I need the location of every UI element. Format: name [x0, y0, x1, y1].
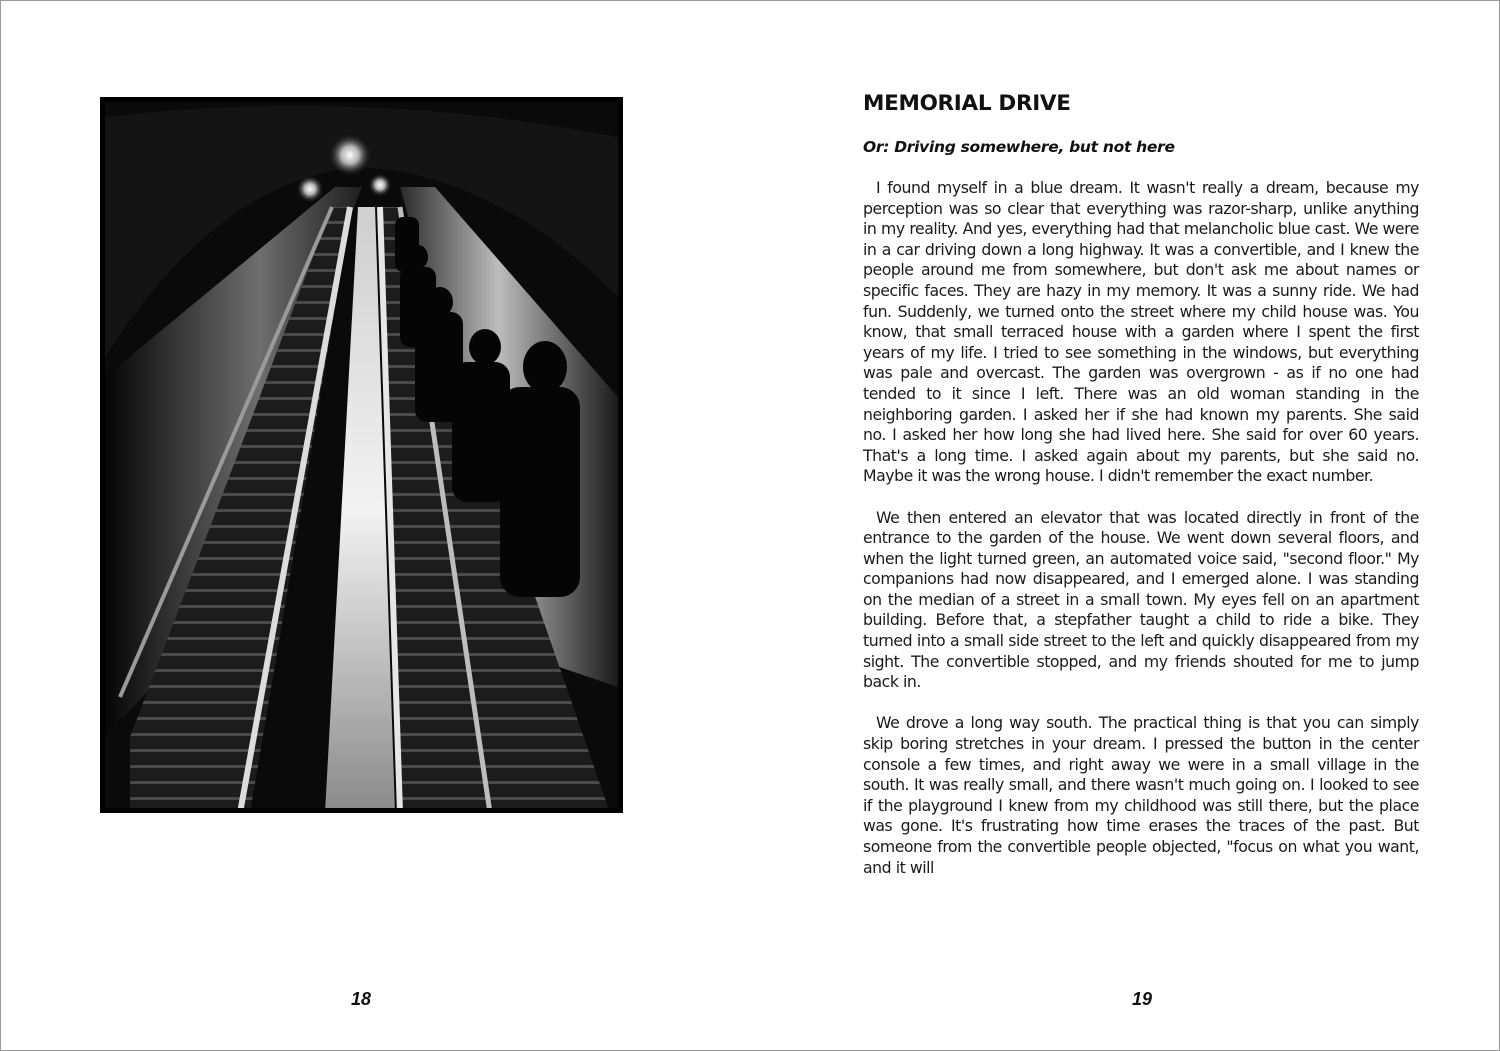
paragraph: We drove a long way south. The practical thing is that you can simply skip boring stretches in your dream. I pressed the button in the center console a few times, and right away we were in a small village in the south. It was really small, and there wasn't much going on. I looked to see if the playground I knew from my childhood was still there, but the place was gone. It's frustrating how time erases the traces of the past. But someone from the convertible people objected, "focus on what you want, and it will	[863, 713, 1419, 877]
body-text	[863, 178, 1419, 878]
page-number-right: 19	[1131, 989, 1153, 1009]
right-page	[750, 1, 1499, 1050]
page-number-left: 18	[350, 989, 372, 1009]
chapter-subtitle: Or: Driving somewhere, but not here	[863, 138, 1175, 156]
escalator-photo	[100, 97, 623, 813]
paragraph: I found myself in a blue dream. It wasn't really a dream, because my perception was so clear that everything was razor-sharp, unlike anything in my reality. And yes, everything had that melancholic blue cast. We were in a car driving down a long highway. It was a convertible, and I knew the people around me from somewhere, but don't ask me about names or specific faces. They are hazy in my memory. It was a sunny ride. We had fun. Suddenly, we turned onto the street where my child house was. You know, that small terraced house with a garden where I spent the first years of my life. I tried to see something in the windows, but everything was pale and overcast. The garden was overgrown - as if no one had tended to it since I left. There was an old woman standing in the neighboring garden. I asked her if she had known my parents. She said no. I asked her how long she had lived here. She said for over 60 years. That's a long time. I asked again about my parents, but she said no. Maybe it was the wrong house. I didn't remember the exact number.	[863, 178, 1419, 486]
paragraph: We then entered an elevator that was located directly in front of the entrance to the garden of the house. We went down several floors, and when the light turned green, an automated voice said, "second floor." My companions had now disappeared, and I emerged alone. I was standing on the median of a street in a small town. My eyes fell on an apartment building. Before that, a stepfather taught a child to ride a bike. They turned into a small side street to the left and quickly disappeared from my sight. The convertible stopped, and my friends shouted for me to jump back in.	[863, 507, 1419, 692]
left-page	[1, 1, 750, 1050]
chapter-title: MEMORIAL DRIVE	[863, 91, 1071, 116]
